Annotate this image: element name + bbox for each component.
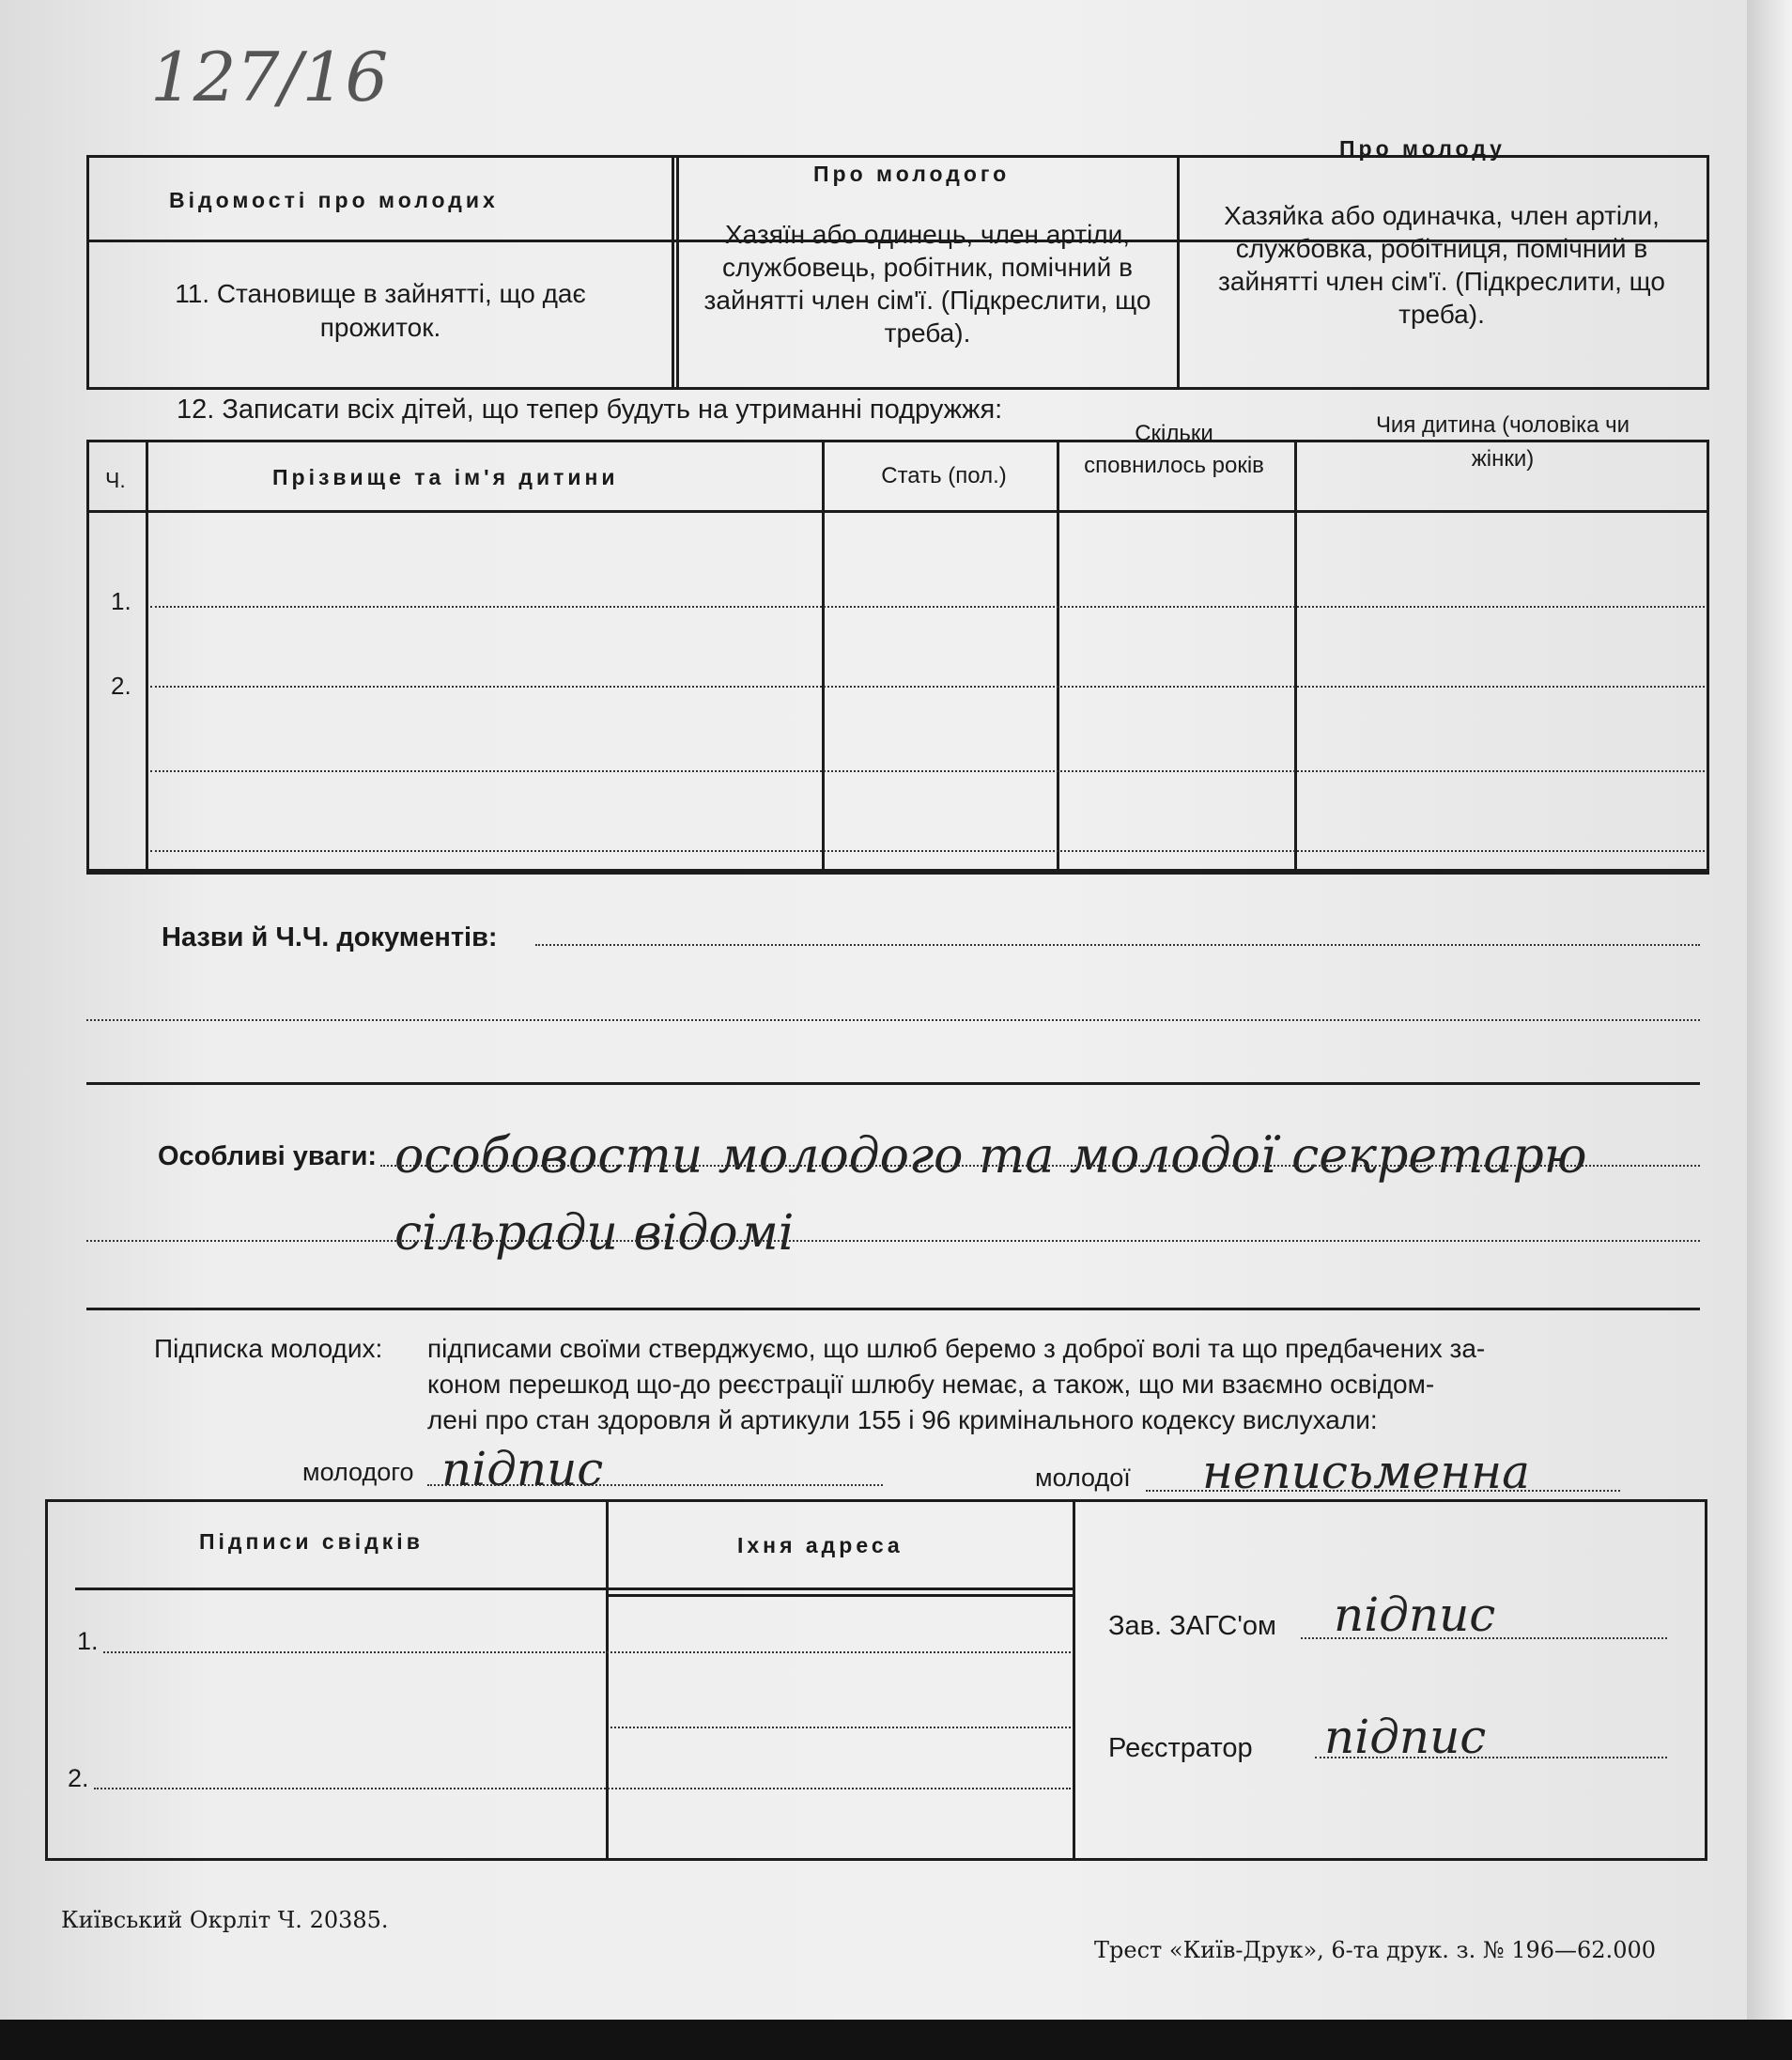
section12-title: 12. Записати всіх дітей, що тепер будуть на утриманні подружжя: bbox=[177, 395, 1003, 425]
documents-label: Назви й Ч.Ч. документів: bbox=[162, 922, 498, 953]
col-age: Скільки сповнилось років bbox=[1084, 421, 1264, 478]
remarks-handwritten: особовости молодого та молодої секретарю сільради відомі bbox=[394, 1128, 1587, 1262]
header-info-label: Відомості про молодих bbox=[169, 188, 499, 212]
groom-signature: підпис bbox=[441, 1442, 604, 1496]
witness-row-1-number: 1. bbox=[77, 1627, 99, 1655]
declaration-line-3: лені про стан здоровля й артикули 155 і 96 кримінального кодексу вислухали: bbox=[427, 1405, 1378, 1434]
header-bride: Про молоду bbox=[1339, 136, 1506, 161]
col-child-name: Прізвище та ім'я дитини bbox=[272, 465, 619, 489]
groom-signature-label: молодого bbox=[302, 1458, 414, 1486]
col-number: Ч. bbox=[105, 468, 126, 492]
children-table bbox=[86, 440, 1709, 872]
col-sex: Стать (пол.) bbox=[881, 463, 1007, 488]
child-row-2-number: 2. bbox=[111, 672, 131, 700]
bride-signature-label: молодої bbox=[1035, 1464, 1131, 1492]
registrar-signature: підпис bbox=[1324, 1710, 1487, 1764]
scan-bottom-edge bbox=[0, 2020, 1792, 2060]
header-groom: Про молодого bbox=[813, 162, 1011, 186]
bride-occupation-options: Хазяйка або одиначка, член артіли, службовка, робітниця, помічний в зайнятті член сім'ї. (Підкреслити, що треба). bbox=[1218, 201, 1665, 329]
zags-head-signature: підпис bbox=[1334, 1588, 1496, 1642]
footer-censor-note: Київський Окрліт Ч. 20385. bbox=[61, 1907, 389, 1933]
col-whose-child: Чия дитина (чоловіка чи жінки) bbox=[1375, 412, 1630, 472]
bride-signature: неписьменна bbox=[1202, 1445, 1530, 1499]
zags-head-label: Зав. ЗАГС'ом bbox=[1108, 1611, 1276, 1641]
scan-edge bbox=[1747, 0, 1792, 2020]
footer-printer-note: Трест «Київ-Друк», 6-та друк. з. № 196—62.000 bbox=[1094, 1937, 1656, 1963]
row11-label: 11. Становище в зайнятті, що дає прожиток. bbox=[175, 279, 586, 342]
child-row-1-number: 1. bbox=[111, 587, 131, 615]
archive-number: 127/16 bbox=[150, 38, 389, 116]
declaration-label: Підписка молодих: bbox=[154, 1334, 383, 1363]
registrar-label: Реєстратор bbox=[1108, 1733, 1253, 1763]
groom-occupation-options: Хазяїн або одинець, член артіли, службовець, робітник, помічний в зайнятті член сім'ї. (Підкреслити, що треба). bbox=[703, 220, 1151, 348]
declaration-line-1: підписами своїми стверджуємо, що шлюб беремо з доброї волі та що предбачених за- bbox=[427, 1334, 1486, 1363]
header-witness-signatures: Підписи свідків bbox=[199, 1529, 424, 1554]
remarks-label: Особливі уваги: bbox=[158, 1141, 378, 1171]
header-witness-address: Іхня адреса bbox=[737, 1533, 904, 1557]
declaration-line-2: коном перешкод що-до реєстрації шлюбу немає, а також, що ми взаємно освідом- bbox=[427, 1370, 1435, 1399]
witness-row-2-number: 2. bbox=[68, 1764, 89, 1792]
